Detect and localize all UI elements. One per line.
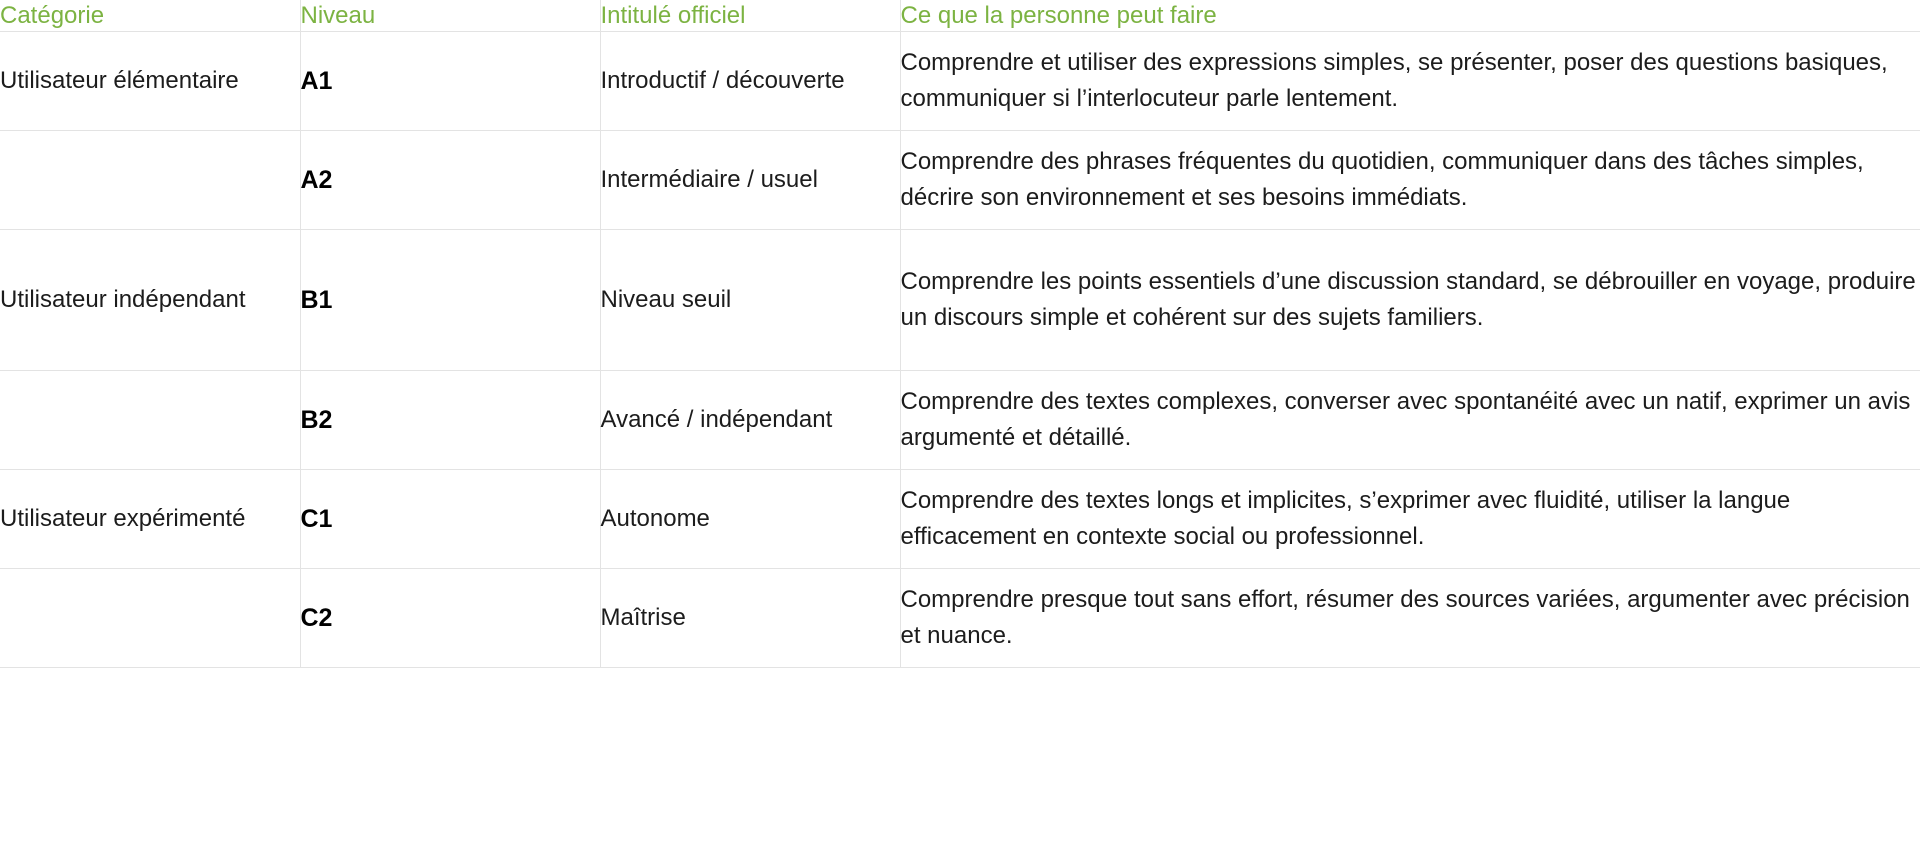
cell-description: Comprendre et utiliser des expressions simples, se présenter, poser des questions basiques, communiquer si l’interlocuteur parle lentement.: [900, 32, 1920, 131]
cell-description: Comprendre presque tout sans effort, résumer des sources variées, argumenter avec précision et nuance.: [900, 569, 1920, 668]
table-row: [0, 569, 1920, 668]
table-row: [0, 32, 1920, 131]
table-row: [0, 371, 1920, 470]
cell-niveau: A1: [300, 32, 600, 131]
cell-niveau: C1: [300, 470, 600, 569]
cell-categorie: Utilisateur élémentaire: [0, 32, 300, 131]
cell-niveau: C2: [300, 569, 600, 668]
cell-categorie: [0, 569, 300, 668]
cell-intitule: Introductif / découverte: [600, 32, 900, 131]
table-row: [0, 230, 1920, 371]
column-header-niveau: Niveau: [300, 0, 600, 32]
table-header-row: [0, 0, 1920, 32]
cell-niveau: B2: [300, 371, 600, 470]
cell-categorie: [0, 131, 300, 230]
cell-niveau: A2: [300, 131, 600, 230]
table-row: [0, 131, 1920, 230]
table-row: [0, 470, 1920, 569]
cell-categorie: [0, 371, 300, 470]
column-header-description: Ce que la personne peut faire: [900, 0, 1920, 32]
column-header-intitule-officiel: Intitulé officiel: [600, 0, 900, 32]
cell-intitule: Autonome: [600, 470, 900, 569]
cell-categorie: Utilisateur indépendant: [0, 230, 300, 371]
cell-intitule: Avancé / indépendant: [600, 371, 900, 470]
cell-intitule: Intermédiaire / usuel: [600, 131, 900, 230]
table-body: [0, 32, 1920, 668]
cell-intitule: Niveau seuil: [600, 230, 900, 371]
column-header-categorie: Catégorie: [0, 0, 300, 32]
table-header: [0, 0, 1920, 32]
cell-niveau: B1: [300, 230, 600, 371]
cell-description: Comprendre des phrases fréquentes du quotidien, communiquer dans des tâches simples, décrire son environnement et ses besoins immédiats.: [900, 131, 1920, 230]
cell-categorie: Utilisateur expérimenté: [0, 470, 300, 569]
cell-description: Comprendre les points essentiels d’une discussion standard, se débrouiller en voyage, produire un discours simple et cohérent sur des sujets familiers.: [900, 230, 1920, 371]
cell-description: Comprendre des textes longs et implicites, s’exprimer avec fluidité, utiliser la langue efficacement en contexte social ou professionnel.: [900, 470, 1920, 569]
cell-intitule: Maîtrise: [600, 569, 900, 668]
cell-description: Comprendre des textes complexes, converser avec spontanéité avec un natif, exprimer un avis argumenté et détaillé.: [900, 371, 1920, 470]
